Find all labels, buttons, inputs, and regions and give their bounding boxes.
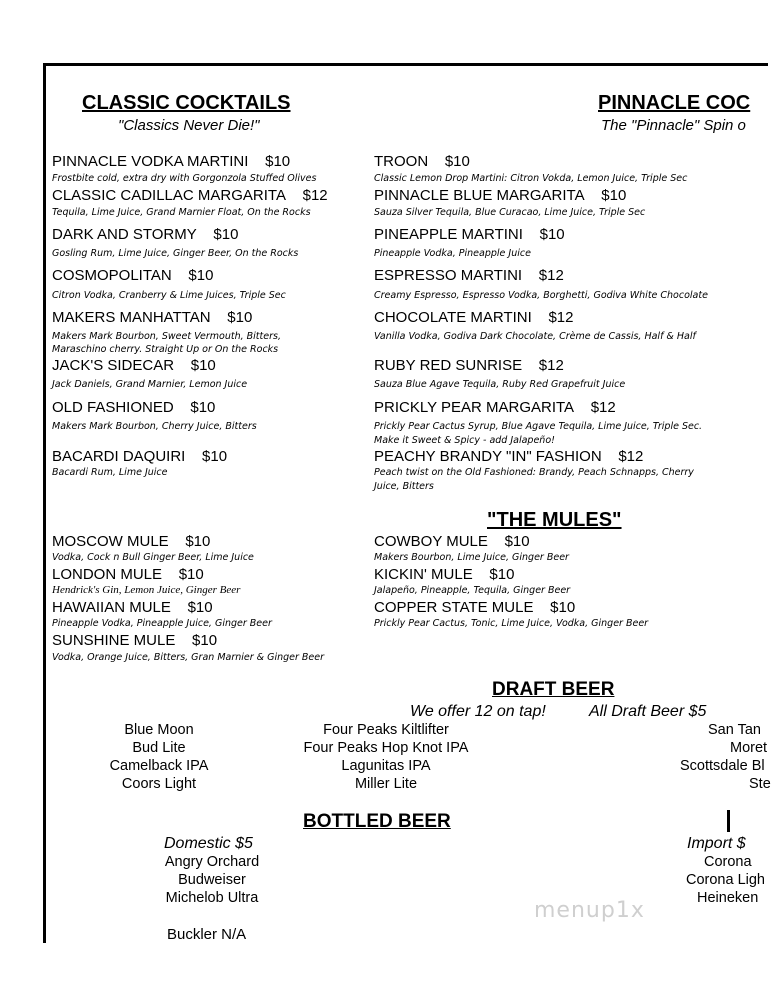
item-name: LONDON MULE [52,566,163,583]
list-item: Budweiser [178,872,246,888]
menu-item [52,533,210,550]
item-description: Jalapeño, Pineapple, Tequila, Ginger Beer [374,585,571,596]
menu-item [374,357,564,374]
item-price: $10 [202,448,228,465]
menu-item [52,153,290,170]
domestic-na-beer: Buckler N/A [167,926,247,943]
list-item: Lagunitas IPA [341,758,431,774]
item-price: $10 [227,309,253,326]
item-name: PINEAPPLE MARTINI [374,226,523,243]
item-price: $12 [538,357,564,374]
item-description: Vodka, Cock n Bull Ginger Beer, Lime Juice [52,552,254,563]
item-name: ESPRESSO MARTINI [374,267,523,284]
item-name: CHOCOLATE MARTINI [374,309,532,326]
item-description: Gosling Rum, Lime Juice, Ginger Beer, On the Rocks [52,248,299,259]
item-description: Makers Mark Bourbon, Sweet Vermouth, Bitters, [52,331,281,342]
menu-item [52,566,204,583]
item-description: Maraschino cherry. Straight Up or On the Rocks [52,344,279,355]
item-description: Juice, Bitters [374,481,434,492]
item-price: $10 [190,399,216,416]
import-beer-header: Import $ [687,835,746,852]
item-price: $10 [187,599,213,616]
item-description: Vanilla Vodka, Godiva Dark Chocolate, Crème de Cassis, Half & Half [374,331,696,342]
item-name: KICKIN' MULE [374,566,473,583]
list-item: Moret [730,740,768,756]
menu-item [52,309,252,326]
item-name: COPPER STATE MULE [374,599,534,616]
item-name: BACARDI DAQUIRI [52,448,186,465]
menu-frame-left-border [43,63,46,943]
item-description: Hendrick's Gin, Lemon Juice, Ginger Beer [52,584,241,596]
menu-item [374,448,643,465]
item-price: $10 [190,357,216,374]
pinnacle-cocktails-subtitle: The "Pinnacle" Spin o [601,117,746,134]
pinnacle-cocktails-title: PINNACLE COC [598,92,751,114]
item-description: Citron Vodka, Cranberry & Lime Juices, Triple Sec [52,290,286,301]
list-item: Miller Lite [354,776,418,792]
item-price: $10 [489,566,515,583]
item-name: JACK'S SIDECAR [52,357,175,374]
item-name: PINNACLE VODKA MARTINI [52,153,249,170]
list-item: Four Peaks Hop Knot IPA [303,740,469,756]
divider-mark [727,810,730,832]
menu-item [374,309,574,326]
menu-item [52,632,217,649]
item-price: $10 [188,267,214,284]
item-description: Vodka, Orange Juice, Bitters, Gran Marnier & Ginger Beer [52,652,325,663]
domestic-beer-list [150,853,274,907]
item-name: COSMOPOLITAN [52,267,172,284]
menu-item [374,399,616,416]
item-name: PRICKLY PEAR MARGARITA [374,399,575,416]
item-price: $12 [302,187,328,204]
menu-item [374,566,514,583]
item-name: SUNSHINE MULE [52,632,176,649]
menu-item [52,599,213,616]
domestic-beer-header: Domestic $5 [164,835,253,852]
list-item: Blue Moon [124,722,194,738]
item-price: $10 [601,187,627,204]
draft-beer-tagline: We offer 12 on tap! [410,703,546,720]
list-item: Corona Ligh [686,872,765,888]
item-price: $10 [550,599,576,616]
item-description: Makers Bourbon, Lime Juice, Ginger Beer [374,552,569,563]
menu-item [374,533,530,550]
item-name: DARK AND STORMY [52,226,197,243]
menu-item [52,357,216,374]
draft-beer-column-1 [100,721,218,793]
item-price: $10 [504,533,530,550]
list-item: Camelback IPA [109,758,209,774]
draft-beer-title: DRAFT BEER [492,679,615,700]
item-description: Prickly Pear Cactus Syrup, Blue Agave Tequila, Lime Juice, Triple Sec. [374,421,703,432]
draft-beer-column-2 [296,721,476,793]
list-item: Heineken [697,890,759,906]
item-price: $10 [444,153,470,170]
bottled-beer-title: BOTTLED BEER [303,811,451,832]
item-name: TROON [374,153,429,170]
mules-title: "THE MULES" [487,509,622,531]
import-beer-list [680,853,768,907]
item-price: $10 [265,153,291,170]
item-name: COWBOY MULE [374,533,488,550]
item-price: $12 [618,448,644,465]
item-price: $10 [539,226,565,243]
item-description: Classic Lemon Drop Martini: Citron Vokda, Lemon Juice, Triple Sec [374,173,688,184]
list-item: Bud Lite [132,740,186,756]
menu-item [374,187,626,204]
menu-item [52,187,328,204]
item-description: Sauza Blue Agave Tequila, Ruby Red Grapefruit Juice [374,379,626,390]
item-description: Make it Sweet & Spicy - add Jalapeño! [374,435,555,446]
item-description: Creamy Espresso, Espresso Vodka, Borghetti, Godiva White Chocolate [374,290,708,301]
menu-item [374,153,470,170]
item-price: $10 [178,566,204,583]
draft-beer-column-3 [680,721,771,793]
item-price: $12 [538,267,564,284]
list-item: Scottsdale Bl [680,758,765,774]
item-price: $10 [192,632,218,649]
list-item: San Tan [708,722,761,738]
item-description: Peach twist on the Old Fashioned: Brandy, Peach Schnapps, Cherry [374,467,694,478]
list-item: Angry Orchard [164,854,260,870]
item-price: $12 [548,309,574,326]
item-description: Sauza Silver Tequila, Blue Curacao, Lime Juice, Triple Sec [374,207,646,218]
menu-item [374,267,564,284]
item-price: $10 [213,226,239,243]
menu-item [374,226,565,243]
item-description: Makers Mark Bourbon, Cherry Juice, Bitters [52,421,257,432]
menu-item [52,267,213,284]
menupix-watermark: menup1x [534,898,645,923]
menu-item [52,226,238,243]
item-description: Jack Daniels, Grand Marnier, Lemon Juice [52,379,248,390]
item-name: OLD FASHIONED [52,399,174,416]
list-item: Corona [704,854,752,870]
draft-beer-price-note: All Draft Beer $5 [589,703,707,720]
item-price: $10 [185,533,211,550]
item-name: RUBY RED SUNRISE [374,357,523,374]
item-description: Bacardi Rum, Lime Juice [52,467,168,478]
item-name: PEACHY BRANDY "IN" FASHION [374,448,602,465]
item-description: Frostbite cold, extra dry with Gorgonzola Stuffed Olives [52,173,317,184]
item-price: $12 [590,399,616,416]
item-description: Pineapple Vodka, Pineapple Juice, Ginger Beer [52,618,272,629]
menu-item [374,599,575,616]
item-description: Tequila, Lime Juice, Grand Marnier Float, On the Rocks [52,207,311,218]
item-description: Prickly Pear Cactus, Tonic, Lime Juice, Vodka, Ginger Beer [374,618,649,629]
item-name: MAKERS MANHATTAN [52,309,211,326]
item-name: PINNACLE BLUE MARGARITA [374,187,585,204]
list-item: Coors Light [121,776,197,792]
item-description: Pineapple Vodka, Pineapple Juice [374,248,531,259]
menu-frame-top-border [43,63,768,66]
classic-cocktails-subtitle: "Classics Never Die!" [118,117,260,134]
classic-cocktails-title: CLASSIC COCKTAILS [82,92,291,114]
list-item: Four Peaks Kiltlifter [323,722,449,738]
item-name: MOSCOW MULE [52,533,169,550]
menu-item [52,448,227,465]
item-name: CLASSIC CADILLAC MARGARITA [52,187,286,204]
list-item: Michelob Ultra [165,890,259,906]
menu-item [52,399,215,416]
item-name: HAWAIIAN MULE [52,599,171,616]
list-item: Ste [749,776,771,792]
